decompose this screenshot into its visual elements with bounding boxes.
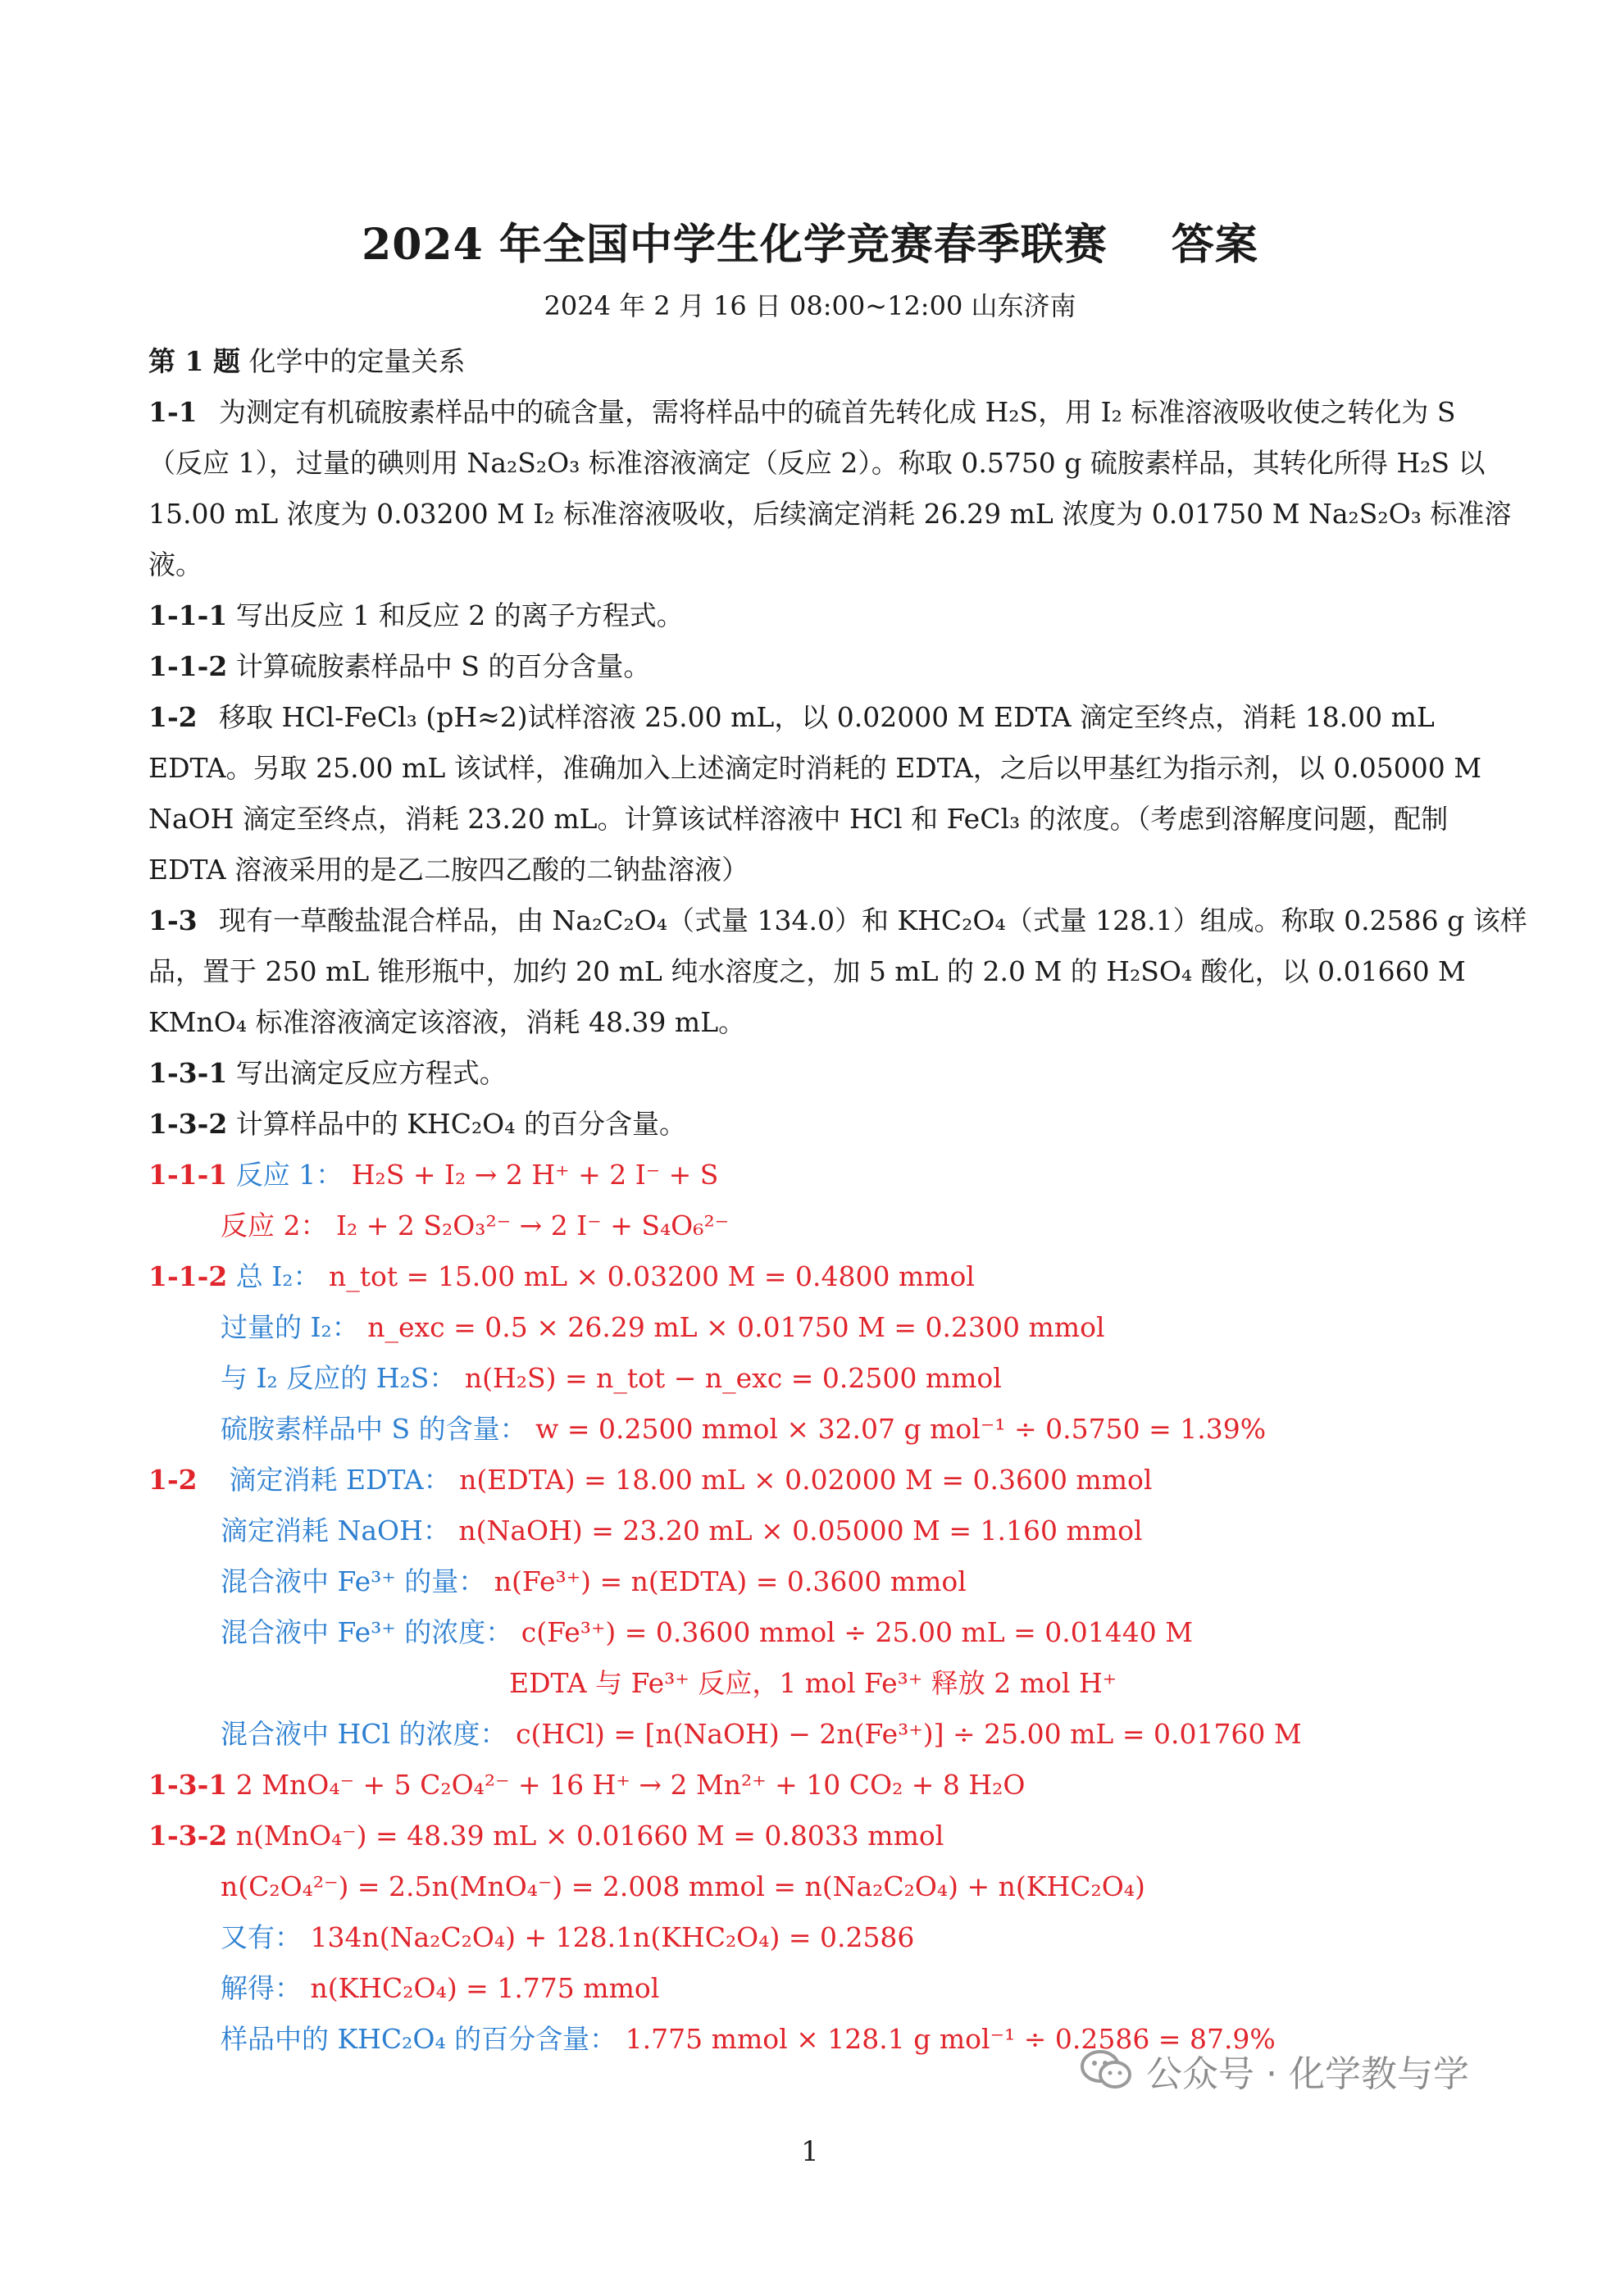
question-label: 1-1-2	[148, 650, 228, 682]
step-label: 混合液中 Fe³⁺ 的量：	[221, 1565, 486, 1597]
reaction-equation: I₂ + 2 S₂O₃²⁻ → 2 I⁻ + S₄O₆²⁻	[336, 1210, 730, 1241]
answer-1-2-fe-concentration	[148, 1607, 1477, 1658]
answer-1-2-fe-amount	[148, 1556, 1477, 1607]
step-equation: c(HCl) = [n(NaOH) − 2n(Fe³⁺)] ÷ 25.00 mL = 0.01760 M	[516, 1718, 1302, 1750]
step-equation: n(Fe³⁺) = n(EDTA) = 0.3600 mmol	[494, 1565, 967, 1597]
section-text: 化学中的定量关系	[248, 345, 466, 377]
content-body	[148, 336, 1527, 2065]
section-label: 第 1 题	[148, 345, 240, 377]
answer-label: 1-1-2	[148, 1260, 228, 1292]
answer-1-1-1-reaction-2	[148, 1200, 1477, 1251]
question-1-3-line: KMnO₄ 标准溶液滴定该溶液，消耗 48.39 mL。	[148, 1006, 746, 1038]
answer-label: 1-1-1	[148, 1159, 228, 1191]
question-label: 1-1	[148, 396, 198, 428]
question-text: 移取 HCl-FeCl₃ (pH≈2)试样溶液 25.00 mL，以 0.02000 M EDTA 滴定至终点，消耗 18.00 mL	[219, 701, 1435, 733]
step-equation: n(EDTA) = 18.00 mL × 0.02000 M = 0.3600 mmol	[459, 1464, 1153, 1496]
step-equation: n(NaOH) = 23.20 mL × 0.05000 M = 1.160 mmol	[458, 1515, 1143, 1547]
question-text: 现有一草酸盐混合样品，由 Na₂C₂O₄（式量 134.0）和 KHC₂O₄（式量 128.1）组成。称取 0.2586 g 该样	[219, 904, 1527, 936]
question-text: 写出滴定反应方程式。	[235, 1057, 507, 1089]
section-heading	[148, 336, 1477, 387]
answer-label: 1-3-1	[148, 1769, 228, 1801]
question-1-1-line: 液。	[148, 549, 202, 581]
step-label: 总 I₂：	[235, 1260, 321, 1292]
question-1-2-line: NaOH 滴定至终点，消耗 23.20 mL。计算该试样溶液中 HCl 和 FeCl₃ 的浓度。（考虑到溶解度问题，配制	[148, 803, 1449, 835]
answer-1-1-2-h2s	[148, 1353, 1477, 1404]
title-suffix: 答案	[1171, 220, 1258, 270]
answer-1-3-2-solution	[148, 1963, 1477, 2014]
answer-1-1-1-reaction-1	[148, 1150, 1477, 1200]
reaction-equation: H₂S + I₂ → 2 H⁺ + 2 I⁻ + S	[351, 1159, 719, 1191]
question-text: 计算样品中的 KHC₂O₄ 的百分含量。	[235, 1108, 686, 1140]
page-number: 1	[801, 2135, 819, 2168]
step-equation: n(MnO₄⁻) = 48.39 mL × 0.01660 M = 0.8033 mmol	[235, 1820, 944, 1852]
answer-1-1-2-sulfur-content	[148, 1404, 1477, 1455]
exam-date-location: 2024 年 2 月 16 日 08:00~12:00 山东济南	[544, 290, 1076, 321]
step-equation: n_exc = 0.5 × 26.29 mL × 0.01750 M = 0.2300 mmol	[367, 1311, 1105, 1343]
step-equation: n_tot = 15.00 mL × 0.03200 M = 0.4800 mmol	[329, 1260, 975, 1292]
question-text: 写出反应 1 和反应 2 的离子方程式。	[235, 599, 684, 631]
page-title	[0, 210, 1620, 271]
step-equation: 134n(Na₂C₂O₄) + 128.1n(KHC₂O₄) = 0.2586	[310, 1921, 915, 1953]
step-equation: w = 0.2500 mmol × 32.07 g mol⁻¹ ÷ 0.5750 = 1.39%	[535, 1413, 1267, 1445]
question-label: 1-3-1	[148, 1057, 228, 1089]
watermark	[1081, 2039, 1605, 2102]
step-label: 滴定消耗 EDTA：	[229, 1464, 451, 1496]
question-label: 1-3-2	[148, 1108, 228, 1140]
question-1-3-1	[148, 1048, 1477, 1099]
answer-1-2-hcl-concentration	[148, 1709, 1477, 1760]
question-text: 计算硫胺素样品中 S 的百分含量。	[235, 650, 651, 682]
question-1-2-line: EDTA。另取 25.00 mL 该试样，准确加入上述滴定时消耗的 EDTA，之后以甲基红为指示剂，以 0.05000 M	[148, 752, 1482, 784]
answer-label: 1-3-2	[148, 1820, 228, 1852]
question-1-1-line: （反应 1），过量的碘则用 Na₂S₂O₃ 标准溶液滴定（反应 2）。称取 0.5750 g 硫胺素样品，其转化所得 H₂S 以	[148, 447, 1486, 479]
reaction-label: 反应 2：	[221, 1210, 328, 1241]
step-label: 解得：	[221, 1972, 302, 2004]
question-1-1-line: 15.00 mL 浓度为 0.03200 M I₂ 标准溶液吸收，后续滴定消耗 26.29 mL 浓度为 0.01750 M Na₂S₂O₃ 标准溶	[148, 498, 1512, 530]
answer-label: 1-2	[148, 1464, 198, 1496]
question-label: 1-3	[148, 904, 198, 936]
answer-1-3-2-mno4	[148, 1811, 1477, 1861]
answer-1-2-note: EDTA 与 Fe³⁺ 反应，1 mol Fe³⁺ 释放 2 mol H⁺	[509, 1667, 1117, 1699]
step-label: 样品中的 KHC₂O₄ 的百分含量：	[221, 2023, 617, 2055]
question-1-1-2	[148, 641, 1477, 692]
step-label: 又有：	[221, 1921, 302, 1953]
question-1-2-line	[148, 692, 1477, 743]
step-equation: 1.775 mmol × 128.1 g mol⁻¹ ÷ 0.2586 = 87.9%	[625, 2023, 1276, 2055]
question-text: 为测定有机硫胺素样品中的硫含量，需将样品中的硫首先转化成 H₂S，用 I₂ 标准溶液吸收使之转化为 S	[219, 396, 1456, 428]
question-label: 1-1-1	[148, 599, 228, 631]
question-1-3-2	[148, 1099, 1477, 1150]
step-label: 混合液中 HCl 的浓度：	[221, 1718, 507, 1750]
question-1-2-line: EDTA 溶液采用的是乙二胺四乙酸的二钠盐溶液）	[148, 854, 749, 886]
question-1-3-line	[148, 895, 1527, 946]
step-label: 滴定消耗 NaOH：	[221, 1515, 450, 1547]
step-equation: n(H₂S) = n_tot − n_exc = 0.2500 mmol	[464, 1362, 1002, 1394]
step-equation: n(KHC₂O₄) = 1.775 mmol	[310, 1972, 660, 2004]
step-label: 硫胺素样品中 S 的含量：	[221, 1413, 527, 1445]
wechat-icon	[1081, 2048, 1133, 2093]
question-1-1-1	[148, 590, 1477, 641]
question-1-3-line: 品，置于 250 mL 锥形瓶中，加约 20 mL 纯水溶度之，加 5 mL 的 2.0 M 的 H₂SO₄ 酸化，以 0.01660 M	[148, 955, 1466, 987]
answer-1-3-2-mass-balance	[148, 1912, 1477, 1963]
answer-1-3-2-oxalate	[148, 1861, 1477, 1912]
step-equation: n(C₂O₄²⁻) = 2.5n(MnO₄⁻) = 2.008 mmol = n(Na₂C₂O₄) + n(KHC₂O₄)	[221, 1870, 1145, 1902]
reaction-equation: 2 MnO₄⁻ + 5 C₂O₄²⁻ + 16 H⁺ → 2 Mn²⁺ + 10 CO₂ + 8 H₂O	[235, 1769, 1026, 1801]
question-1-1-line	[148, 387, 1477, 438]
title-main: 2024 年全国中学生化学竞赛春季联赛	[362, 220, 1108, 270]
question-label: 1-2	[148, 701, 198, 733]
answer-1-1-2-total-i2	[148, 1251, 1477, 1302]
step-equation: c(Fe³⁺) = 0.3600 mmol ÷ 25.00 mL = 0.01440 M	[521, 1616, 1194, 1648]
answer-1-2-edta	[148, 1455, 1477, 1506]
answer-1-1-2-excess-i2	[148, 1302, 1477, 1353]
answer-1-2-naoh	[148, 1506, 1477, 1556]
answer-1-3-1	[148, 1760, 1477, 1811]
step-label: 与 I₂ 反应的 H₂S：	[221, 1362, 457, 1394]
watermark-text: 公众号 · 化学教与学	[1146, 2053, 1469, 2095]
step-label: 过量的 I₂：	[221, 1311, 359, 1343]
reaction-label: 反应 1：	[235, 1159, 344, 1191]
step-label: 混合液中 Fe³⁺ 的浓度：	[221, 1616, 513, 1648]
